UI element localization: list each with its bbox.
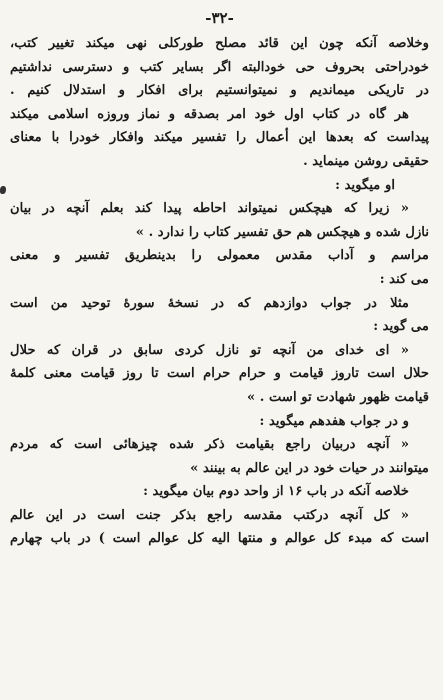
text-line: حلال است تاروز قیامت و حرام حرام است تا روز قیامت معنی کلمهٔ: [10, 366, 429, 382]
ink-mark: [0, 186, 6, 194]
text-line: و در جواب هفدهم میگوید :: [259, 413, 409, 429]
text-line: خلاصه آنکه در باب ۱۶ از واحد دوم بیان میگوید :: [143, 484, 409, 500]
page-number: -۳۲-: [205, 9, 234, 27]
text-line: هر گاه در کتاب اول خود امر بصدقه و نماز وروزه اسلامی میکند: [10, 106, 409, 122]
text-line: میتوانند در حیات خود در این عالم به بینند »: [190, 460, 429, 476]
text-body: [10, 32, 429, 551]
text-line: پیداست که بعدها این أعمال را تفسیر میکند وافکار خودرا با معنای: [10, 130, 429, 146]
text-line: « زیرا که هیچکس نمیتواند احاطه پیدا کند بعلم آنچه در بیان: [10, 201, 409, 217]
text-line: قیامت ظهور شهادت تو است . »: [246, 389, 429, 405]
text-line: او میگوید :: [335, 177, 395, 193]
text-line: وخلاصه آنکه چون این قائد مصلح طورکلی نهی میکند تغییر کتب،: [10, 36, 429, 51]
text-line: حقیقی روشن مینماید .: [303, 153, 429, 169]
text-line: خودراحتی بحروف حی خودالبته اگر بسایر کتب و دسترسی نداشتیم: [10, 59, 429, 75]
text-line: است که مبدء کل عوالم و منتها الیه کل عوالم است ) در باب چهارم: [10, 531, 429, 547]
text-line: « ای خدای من آنچه تو نازل کردی سابق در قران که حلال: [10, 342, 409, 358]
text-line: مراسم و آداب مقدس معمولی را بدینطریق تفسیر و معنی: [10, 248, 429, 264]
text-line: می گوید :: [373, 319, 429, 335]
text-line: نازل شده و هیچکس هم حق تفسیر کتاب را ندارد . »: [135, 224, 429, 240]
text-line: « آنچه دربیان راجع بقیامت ذکر شده چیزهائی است که مردم: [10, 437, 409, 453]
text-line: در تاریکی میماندیم و نمیتوانستیم برای افکار و استدلال کنیم .: [10, 83, 429, 99]
text-line: مثلا در جواب دوازدهم که در نسخهٔ سورهٔ توحید من است: [10, 295, 409, 311]
text-line: می کند :: [379, 271, 429, 287]
text-line: « کل آنچه درکتب مقدسه راجع بذکر جنت است در این عالم: [10, 507, 409, 523]
